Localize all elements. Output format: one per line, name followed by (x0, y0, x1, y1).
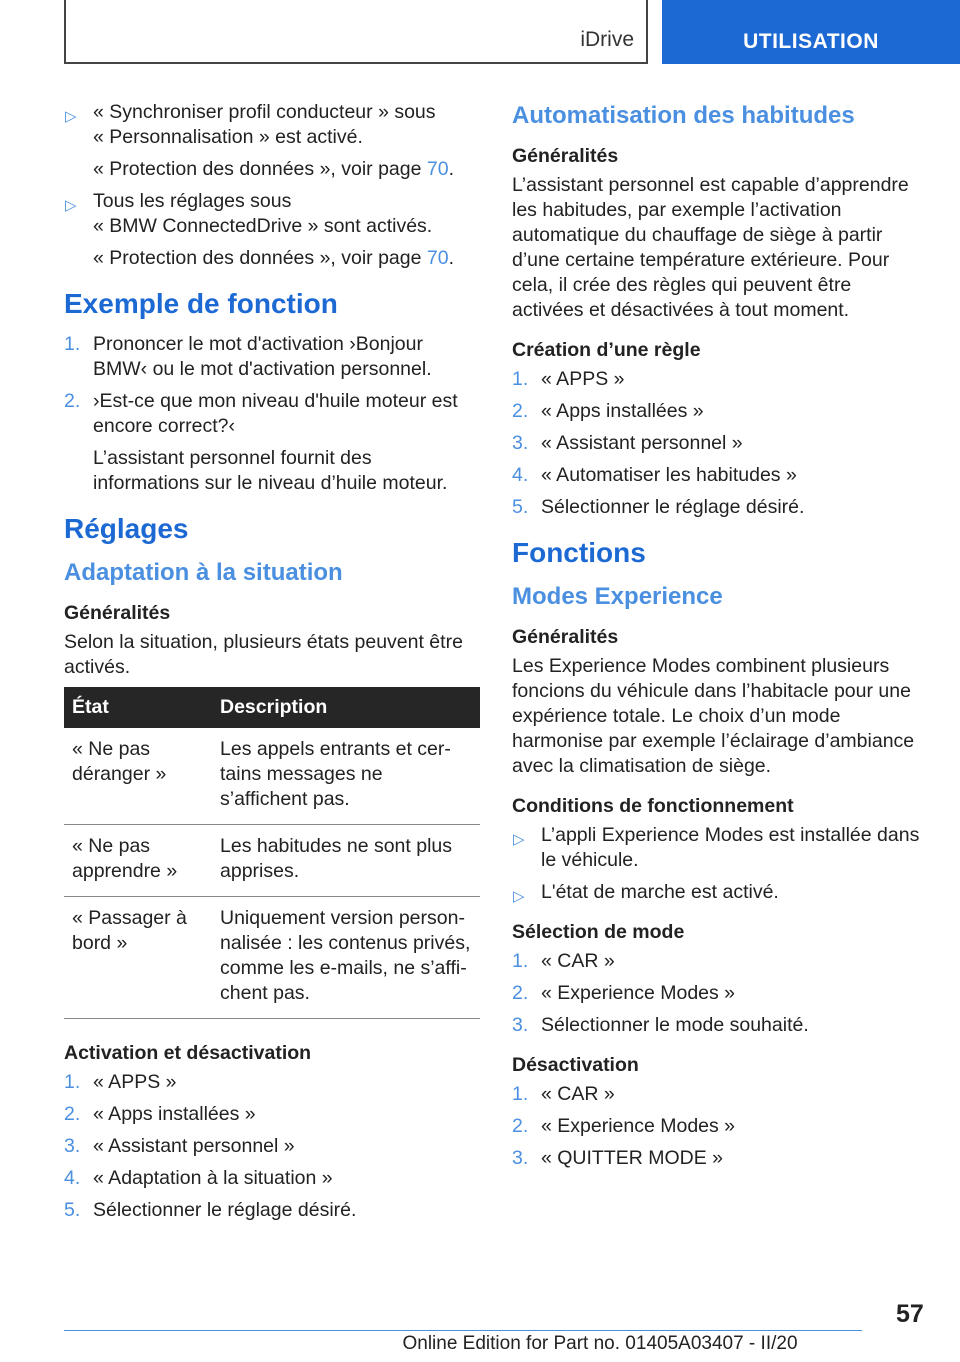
numbered-step (64, 1070, 480, 1095)
footer-edition: Online Edition for Part no. 01405A03407 - II/20 (402, 1333, 798, 1354)
numbered-step (512, 431, 928, 456)
numbered-step (512, 399, 928, 424)
bullet-line: « BMW ConnectedDrive » sont activés. (93, 215, 433, 237)
triangle-bullet-icon: ▷ (513, 831, 525, 848)
table-row (64, 825, 480, 897)
numbered-step (512, 981, 928, 1006)
bullet-line: Tous les réglages sous (93, 190, 292, 212)
step-text: « Adaptation à la situation » (93, 1167, 333, 1189)
step-text: « Assistant personnel » (93, 1135, 295, 1157)
paragraph: L’assistant personnel est capable d’apprendre les habitudes, par exemple l’activation automatique du chauffage de siège à partir d’une certaine température extérieure. Pour cela, il crée des règles qui peuvent être activées et désactivées à tout moment. (512, 174, 909, 321)
step-text: « Assistant personnel » (541, 432, 743, 454)
step-number: 4. (512, 464, 529, 486)
table-cell: « Passager à bord » (64, 897, 212, 1019)
step-text: « Experience Modes » (541, 982, 736, 1004)
numbered-step (512, 1013, 928, 1038)
table-cell: Les appels entrants et certains messages ne s’affichent pas. (212, 728, 480, 825)
step-number: 1. (512, 950, 529, 972)
step-text: « APPS » (541, 368, 625, 390)
heading-generalites: Généralités (64, 602, 171, 624)
step-number: 1. (64, 1071, 81, 1093)
step-result: L’assistant personnel fournit des informations sur le niveau d’huile moteur. (93, 447, 448, 494)
step-text: « QUITTER MODE » (541, 1147, 724, 1169)
page-link[interactable]: 70 (426, 158, 449, 180)
step-number: 2. (512, 400, 529, 422)
step-number: 1. (512, 368, 529, 390)
step-number: 4. (64, 1167, 81, 1189)
numbered-step (512, 1114, 928, 1139)
subsection-heading-modes: Modes Experience (512, 583, 723, 610)
step-text: « Apps installées » (93, 1103, 256, 1125)
heading-desactivation: Désactivation (512, 1054, 639, 1076)
list-item (64, 100, 480, 182)
states-table (64, 687, 480, 1019)
table-header-row (64, 687, 480, 728)
list-item (512, 823, 928, 873)
numbered-step (64, 1102, 480, 1127)
header-chapter-tab: UTILISATION (662, 0, 960, 64)
page-number: 57 (896, 1300, 924, 1328)
step-number: 2. (64, 1103, 81, 1125)
heading-selection-mode: Sélection de mode (512, 921, 685, 943)
step-number: 3. (512, 1014, 529, 1036)
bullet-line: « Personnalisation » est activé. (93, 126, 363, 148)
header-frame (64, 0, 648, 64)
step-text: ›Est-ce que mon niveau d'huile moteur est encore correct?‹ (93, 390, 458, 437)
step-text: « CAR » (541, 950, 615, 972)
page-link[interactable]: 70 (426, 247, 449, 269)
page-reference: « Protection des données », voir page 70. (93, 158, 455, 180)
step-text: « Apps installées » (541, 400, 704, 422)
step-number: 1. (64, 333, 81, 355)
numbered-step (64, 332, 480, 382)
left-column (64, 100, 480, 1230)
numbered-step (64, 1198, 480, 1223)
numbered-step (512, 949, 928, 974)
heading-creation-regle: Création d’une règle (512, 339, 701, 361)
table-header-cell: Description (212, 687, 480, 728)
table-header-cell: État (64, 687, 212, 728)
list-item (64, 189, 480, 271)
step-number: 2. (512, 982, 529, 1004)
numbered-step (512, 1146, 928, 1171)
paragraph: Selon la situation, plusieurs états peuvent être activés. (64, 631, 463, 678)
heading-conditions: Conditions de fonctionnement (512, 795, 794, 817)
subsection-heading-adaptation: Adaptation à la situation (64, 559, 343, 586)
paragraph: Les Experience Modes combinent plusieurs foncions du véhicule dans l’habitacle pour une expérience totale. Le choix d’un mode harmonise par exemple l’éclairage d’ambiance avec la climatisation de siège. (512, 655, 915, 777)
triangle-bullet-icon: ▷ (513, 888, 525, 905)
step-text: « APPS » (93, 1071, 177, 1093)
numbered-step (512, 1082, 928, 1107)
right-column (512, 100, 928, 1178)
table-cell: « Ne pas apprendre » (64, 825, 212, 897)
step-number: 2. (64, 390, 81, 412)
section-heading-exemple: Exemple de fonction (64, 288, 338, 319)
table-row (64, 728, 480, 825)
step-text: « Automatiser les habitudes » (541, 464, 797, 486)
step-number: 3. (512, 1147, 529, 1169)
table-cell: Les habitudes ne sont plus apprises. (212, 825, 480, 897)
step-number: 3. (512, 432, 529, 454)
table-row (64, 897, 480, 1019)
bullet-line: « Synchroniser profil conducteur » sous (93, 101, 436, 123)
table-cell: « Ne pas déranger » (64, 728, 212, 825)
list-item (512, 880, 928, 905)
step-text: « CAR » (541, 1083, 615, 1105)
header-section-title: iDrive (580, 28, 634, 51)
page-reference: « Protection des données », voir page 70. (93, 247, 455, 269)
section-heading-reglages: Réglages (64, 513, 189, 544)
heading-generalites: Généralités (512, 145, 619, 167)
heading-generalites: Généralités (512, 626, 619, 648)
numbered-step (64, 1134, 480, 1159)
step-number: 3. (64, 1135, 81, 1157)
step-text: Sélectionner le mode souhaité. (541, 1014, 809, 1036)
step-number: 1. (512, 1083, 529, 1105)
heading-activation: Activation et désactivation (64, 1042, 312, 1064)
section-heading-fonctions: Fonctions (512, 537, 646, 568)
numbered-step (512, 495, 928, 520)
step-number: 5. (512, 496, 529, 518)
step-number: 2. (512, 1115, 529, 1137)
numbered-step (64, 389, 480, 496)
step-number: 5. (64, 1199, 81, 1221)
condition-text: L'état de marche est activé. (541, 881, 779, 903)
step-text: Sélectionner le réglage désiré. (93, 1199, 357, 1221)
triangle-bullet-icon: ▷ (65, 197, 77, 214)
triangle-bullet-icon: ▷ (65, 108, 77, 125)
table-cell: Uniquement version personnalisée : les contenus privés, comme les e-mails, ne s’affichent pas. (212, 897, 480, 1019)
step-text: Prononcer le mot d'activation ›Bonjour BMW‹ ou le mot d'activation personnel. (93, 333, 432, 380)
numbered-step (512, 463, 928, 488)
numbered-step (512, 367, 928, 392)
step-text: Sélectionner le réglage désiré. (541, 496, 805, 518)
condition-text: L’appli Experience Modes est installée dans le véhicule. (541, 824, 920, 871)
step-text: « Experience Modes » (541, 1115, 736, 1137)
numbered-step (64, 1166, 480, 1191)
footer-divider (64, 1330, 862, 1331)
subsection-heading-automatisation: Automatisation des habitudes (512, 102, 855, 129)
